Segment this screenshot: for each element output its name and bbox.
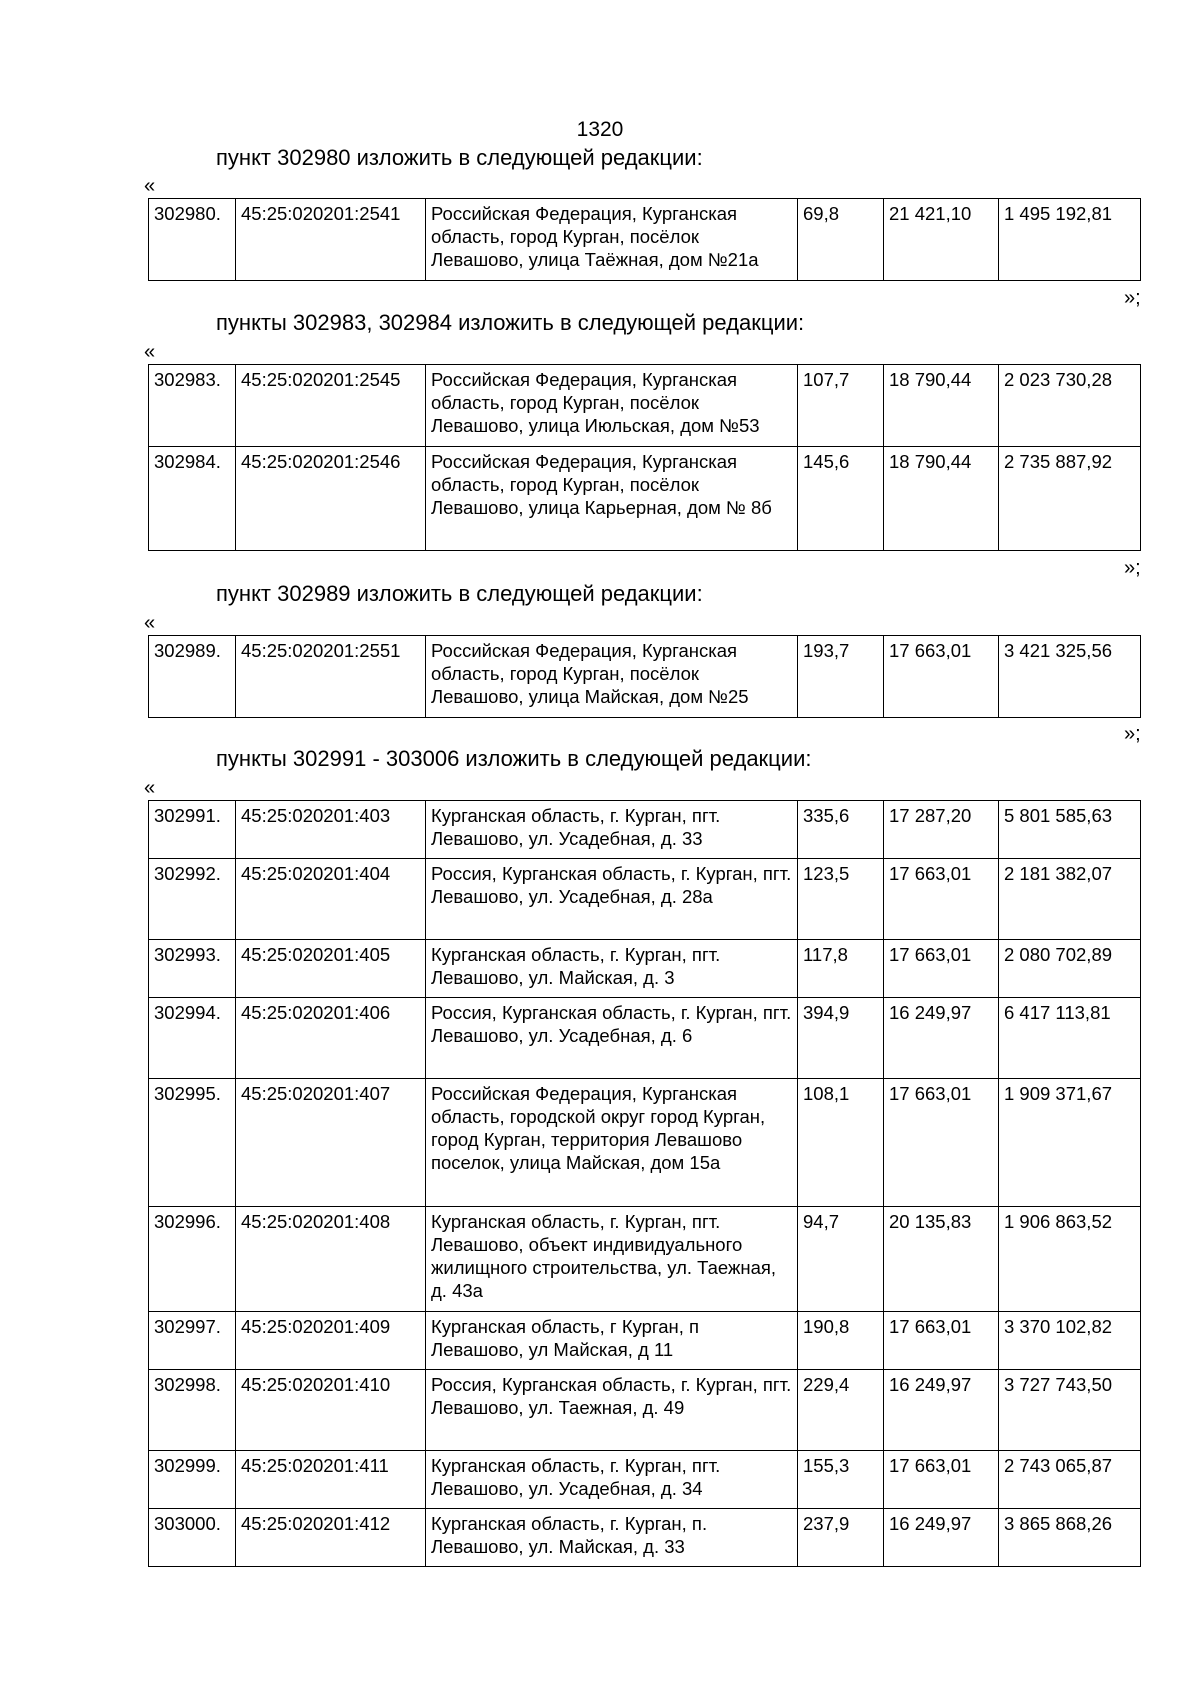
cell-address: Курганская область, г. Курган, пгт. Левашово, ул. Майская, д. 3 — [426, 940, 798, 998]
cell-unit-value: 17 287,20 — [884, 801, 999, 859]
amendment-table — [148, 198, 1141, 281]
cell-cadastral-value: 3 421 325,56 — [999, 636, 1141, 718]
cell-area: 107,7 — [798, 365, 884, 447]
quote-close: »; — [1124, 557, 1141, 579]
table-row — [149, 940, 1141, 998]
cell-cadastral-number: 45:25:020201:2545 — [236, 365, 426, 447]
table-row — [149, 1312, 1141, 1370]
cell-item-number: 302996. — [149, 1207, 236, 1312]
cell-unit-value: 17 663,01 — [884, 1079, 999, 1207]
cell-unit-value: 16 249,97 — [884, 1509, 999, 1567]
section-heading: пункты 302991 - 303006 изложить в следующей редакции: — [216, 746, 812, 771]
table-row — [149, 859, 1141, 940]
cell-address: Российская Федерация, Курганская область, городской округ город Курган, город Курган, территория Левашово поселок, улица Майская, дом 15а — [426, 1079, 798, 1207]
cell-cadastral-number: 45:25:020201:408 — [236, 1207, 426, 1312]
cell-cadastral-value: 1 906 863,52 — [999, 1207, 1141, 1312]
cell-cadastral-value: 5 801 585,63 — [999, 801, 1141, 859]
cell-address: Курганская область, г. Курган, пгт. Левашово, ул. Усадебная, д. 34 — [426, 1451, 798, 1509]
cell-area: 108,1 — [798, 1079, 884, 1207]
cell-cadastral-value: 2 735 887,92 — [999, 447, 1141, 551]
cell-area: 145,6 — [798, 447, 884, 551]
cell-area: 335,6 — [798, 801, 884, 859]
cell-address: Россия, Курганская область, г. Курган, пгт. Левашово, ул. Таежная, д. 49 — [426, 1370, 798, 1451]
cell-cadastral-value: 1 495 192,81 — [999, 199, 1141, 281]
quote-open: « — [144, 777, 156, 799]
cell-cadastral-number: 45:25:020201:2551 — [236, 636, 426, 718]
cell-cadastral-value: 2 181 382,07 — [999, 859, 1141, 940]
cell-area: 155,3 — [798, 1451, 884, 1509]
cell-cadastral-number: 45:25:020201:407 — [236, 1079, 426, 1207]
cell-item-number: 302991. — [149, 801, 236, 859]
cell-item-number: 302984. — [149, 447, 236, 551]
table-row — [149, 447, 1141, 551]
cell-area: 117,8 — [798, 940, 884, 998]
table-row — [149, 1079, 1141, 1207]
quote-close: »; — [1124, 723, 1141, 745]
cell-address: Российская Федерация, Курганская область, город Курган, посёлок Левашово, улица Майская, дом №25 — [426, 636, 798, 718]
cell-item-number: 302997. — [149, 1312, 236, 1370]
cell-cadastral-number: 45:25:020201:2546 — [236, 447, 426, 551]
cell-address: Курганская область, г. Курган, пгт. Левашово, объект индивидуального жилищного строительства, ул. Таежная, д. 43а — [426, 1207, 798, 1312]
amendment-table — [148, 364, 1141, 551]
cell-address: Российская Федерация, Курганская область, город Курган, посёлок Левашово, улица Июльская, дом №53 — [426, 365, 798, 447]
table-row — [149, 1370, 1141, 1451]
amendment-table — [148, 800, 1141, 1567]
cell-area: 69,8 — [798, 199, 884, 281]
cell-cadastral-number: 45:25:020201:404 — [236, 859, 426, 940]
cell-address: Российская Федерация, Курганская область, город Курган, посёлок Левашово, улица Таёжная, дом №21а — [426, 199, 798, 281]
cell-cadastral-value: 3 727 743,50 — [999, 1370, 1141, 1451]
cell-cadastral-value: 6 417 113,81 — [999, 998, 1141, 1079]
cell-address: Россия, Курганская область, г. Курган, пгт. Левашово, ул. Усадебная, д. 28а — [426, 859, 798, 940]
cell-unit-value: 17 663,01 — [884, 1312, 999, 1370]
cell-unit-value: 20 135,83 — [884, 1207, 999, 1312]
cell-address: Российская Федерация, Курганская область, город Курган, посёлок Левашово, улица Карьерная, дом № 8б — [426, 447, 798, 551]
table-row — [149, 199, 1141, 281]
cell-unit-value: 18 790,44 — [884, 365, 999, 447]
cell-address: Курганская область, г Курган, п Левашово, ул Майская, д 11 — [426, 1312, 798, 1370]
cell-item-number: 302998. — [149, 1370, 236, 1451]
cell-area: 193,7 — [798, 636, 884, 718]
section-heading: пункт 302989 изложить в следующей редакции: — [216, 581, 703, 606]
cell-cadastral-value: 2 080 702,89 — [999, 940, 1141, 998]
quote-open: « — [144, 175, 156, 197]
cell-cadastral-number: 45:25:020201:405 — [236, 940, 426, 998]
cell-unit-value: 17 663,01 — [884, 1451, 999, 1509]
cell-address: Курганская область, г. Курган, пгт. Левашово, ул. Усадебная, д. 33 — [426, 801, 798, 859]
cell-cadastral-number: 45:25:020201:411 — [236, 1451, 426, 1509]
cell-area: 394,9 — [798, 998, 884, 1079]
cell-cadastral-number: 45:25:020201:409 — [236, 1312, 426, 1370]
section-heading: пункт 302980 изложить в следующей редакции: — [216, 145, 703, 170]
cell-cadastral-value: 2 743 065,87 — [999, 1451, 1141, 1509]
table-row — [149, 1451, 1141, 1509]
amendment-table — [148, 635, 1141, 718]
table-row — [149, 998, 1141, 1079]
cell-unit-value: 17 663,01 — [884, 636, 999, 718]
table-row — [149, 1207, 1141, 1312]
cell-item-number: 302983. — [149, 365, 236, 447]
section-heading: пункты 302983, 302984 изложить в следующей редакции: — [216, 310, 805, 335]
cell-cadastral-value: 2 023 730,28 — [999, 365, 1141, 447]
quote-open: « — [144, 341, 156, 363]
cell-item-number: 302980. — [149, 199, 236, 281]
cell-unit-value: 16 249,97 — [884, 998, 999, 1079]
cell-unit-value: 18 790,44 — [884, 447, 999, 551]
cell-item-number: 302992. — [149, 859, 236, 940]
cell-cadastral-number: 45:25:020201:412 — [236, 1509, 426, 1567]
cell-cadastral-number: 45:25:020201:2541 — [236, 199, 426, 281]
cell-unit-value: 17 663,01 — [884, 940, 999, 998]
cell-cadastral-number: 45:25:020201:403 — [236, 801, 426, 859]
table-row — [149, 365, 1141, 447]
cell-unit-value: 21 421,10 — [884, 199, 999, 281]
cell-unit-value: 16 249,97 — [884, 1370, 999, 1451]
cell-item-number: 302993. — [149, 940, 236, 998]
cell-area: 123,5 — [798, 859, 884, 940]
cell-item-number: 302999. — [149, 1451, 236, 1509]
cell-address: Россия, Курганская область, г. Курган, пгт. Левашово, ул. Усадебная, д. 6 — [426, 998, 798, 1079]
cell-area: 229,4 — [798, 1370, 884, 1451]
cell-cadastral-value: 3 865 868,26 — [999, 1509, 1141, 1567]
quote-open: « — [144, 612, 156, 634]
cell-item-number: 302995. — [149, 1079, 236, 1207]
cell-item-number: 303000. — [149, 1509, 236, 1567]
quote-close: »; — [1124, 287, 1141, 309]
cell-cadastral-value: 3 370 102,82 — [999, 1312, 1141, 1370]
cell-area: 94,7 — [798, 1207, 884, 1312]
cell-item-number: 302994. — [149, 998, 236, 1079]
table-row — [149, 1509, 1141, 1567]
cell-cadastral-value: 1 909 371,67 — [999, 1079, 1141, 1207]
cell-item-number: 302989. — [149, 636, 236, 718]
cell-cadastral-number: 45:25:020201:406 — [236, 998, 426, 1079]
cell-area: 237,9 — [798, 1509, 884, 1567]
cell-cadastral-number: 45:25:020201:410 — [236, 1370, 426, 1451]
table-row — [149, 636, 1141, 718]
page-number: 1320 — [576, 118, 624, 141]
table-row — [149, 801, 1141, 859]
cell-unit-value: 17 663,01 — [884, 859, 999, 940]
cell-address: Курганская область, г. Курган, п. Левашово, ул. Майская, д. 33 — [426, 1509, 798, 1567]
cell-area: 190,8 — [798, 1312, 884, 1370]
